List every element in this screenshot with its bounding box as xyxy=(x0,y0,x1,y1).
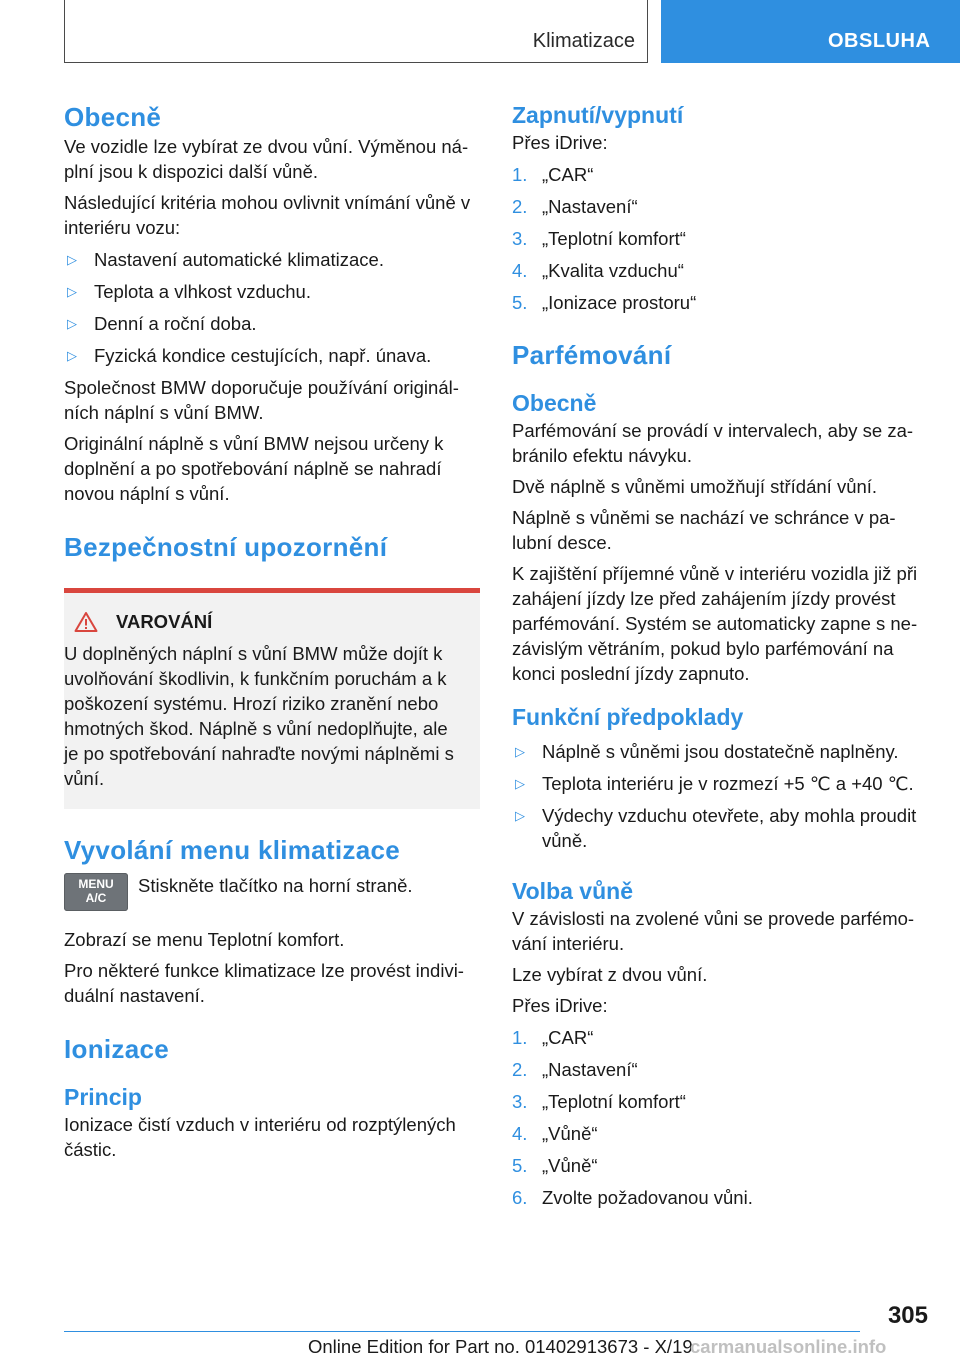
idrive-steps-list-2 xyxy=(512,1025,928,1210)
footer-edition: Online Edition for Part no. 01402913673 - X/19 xyxy=(308,1336,693,1357)
section-tab: OBSLUHA xyxy=(661,0,960,63)
step-item: 3. „Teplotní komfort“ xyxy=(512,228,686,249)
step-item: 5. „Ionizace prostoru“ xyxy=(512,292,697,313)
warning-text: U doplněných náplní s vůní BMW může dojít k uvolňování škodlivin, k funkčním poruchám a k poškození systému. Hrozí riziko zranění nebo hmotných škod. Náplně s vůní nedoplňujte, ale je po spotřebování nahraďte novými náplněmi s vůní. xyxy=(64,643,454,789)
heading-obecne: Obecně xyxy=(64,102,162,132)
paragraph: Originální náplně s vůní BMW nejsou určeny k doplnění a po spotřebování náplně se nahradí novou náplní s vůní. xyxy=(64,433,444,504)
warning-box xyxy=(64,588,480,809)
idrive-steps-list xyxy=(512,162,928,315)
prerequisites-list xyxy=(512,739,928,853)
triangle-bullet-icon: ▷ xyxy=(67,348,77,363)
criteria-list xyxy=(64,247,480,368)
heading-volba: Volba vůně xyxy=(512,878,633,904)
paragraph: Dvě náplně s vůněmi umožňují střídání vůní. xyxy=(512,476,878,497)
heading-bezpecnost: Bezpečnostní upozornění xyxy=(64,532,388,562)
heading-vyvolani: Vyvolání menu klimatizace xyxy=(64,835,401,865)
paragraph: K zajištění příjemné vůně v interiéru vozidla již při zahájení jízdy lze před zahájením jízdy provést parfémování. Systém se automaticky zapne s ne‐ závislým větráním, pokud bylo parfémování na konci poslední jízdy zapnuto. xyxy=(512,563,918,684)
triangle-bullet-icon: ▷ xyxy=(515,808,525,823)
triangle-bullet-icon: ▷ xyxy=(67,252,77,267)
step-item: 3. „Teplotní komfort“ xyxy=(512,1091,686,1112)
heading-parfemovani: Parfémování xyxy=(512,340,672,370)
list-item: ▷ Nastavení automatické klimatizace. xyxy=(67,249,384,270)
step-item: 2. „Nastavení“ xyxy=(512,196,638,217)
paragraph: Parfémování se provádí v intervalech, aby se za‐ bránilo efektu návyku. xyxy=(512,420,914,466)
step-item: 5. „Vůně“ xyxy=(512,1155,598,1176)
list-item: ▷ Teplota interiéru je v rozmezí +5 ℃ a +40 ℃. xyxy=(515,773,914,794)
step-item: 6. Zvolte požadovanou vůni. xyxy=(512,1187,753,1208)
right-column xyxy=(512,100,928,1217)
watermark: carmanualsonline.info xyxy=(690,1336,887,1357)
paragraph: Společnost BMW doporučuje používání originál‐ ních náplní s vůní BMW. xyxy=(64,377,459,423)
header-frame xyxy=(64,0,648,63)
step-item: 1. „CAR“ xyxy=(512,1027,594,1048)
paragraph: Ve vozidle lze vybírat ze dvou vůní. Výměnou ná‐ plní jsou k dispozici další vůně. xyxy=(64,136,469,182)
paragraph: Zobrazí se menu Teplotní komfort. xyxy=(64,929,345,950)
paragraph: Přes iDrive: xyxy=(512,995,608,1016)
paragraph: Náplně s vůněmi se nachází ve schránce v pa‐ lubní desce. xyxy=(512,507,896,553)
warning-triangle-icon xyxy=(74,611,98,633)
menu-instruction-text: Stiskněte tlačítko na horní straně. xyxy=(138,875,413,896)
list-item: ▷ Výdechy vzduchu otevřete, aby mohla proudit vůně. xyxy=(515,805,917,851)
paragraph: Ionizace čistí vzduch v interiéru od rozptýlených částic. xyxy=(64,1114,456,1160)
paragraph: Lze vybírat z dvou vůní. xyxy=(512,964,708,985)
step-item: 4. „Kvalita vzduchu“ xyxy=(512,260,684,281)
heading-predpoklady: Funkční předpoklady xyxy=(512,704,744,730)
menu-ac-button-icon: MENU A/C xyxy=(64,873,128,911)
paragraph: Pro některé funkce klimatizace lze provést indivi‐ duální nastavení. xyxy=(64,960,464,1006)
step-item: 4. „Vůně“ xyxy=(512,1123,598,1144)
footer-divider xyxy=(64,1331,860,1332)
list-item: ▷ Teplota a vlhkost vzduchu. xyxy=(67,281,311,302)
header-title: Klimatizace xyxy=(532,30,635,52)
paragraph: Následující kritéria mohou ovlivnit vnímání vůně v interiéru vozu: xyxy=(64,192,471,238)
heading-zapnuti: Zapnutí/vypnutí xyxy=(512,102,684,128)
heading-obecne-2: Obecně xyxy=(512,390,597,416)
step-item: 2. „Nastavení“ xyxy=(512,1059,638,1080)
left-column xyxy=(64,100,480,1162)
heading-princip: Princip xyxy=(64,1084,142,1110)
triangle-bullet-icon: ▷ xyxy=(515,744,525,759)
triangle-bullet-icon: ▷ xyxy=(515,776,525,791)
paragraph: V závislosti na zvolené vůni se provede parfémo‐ vání interiéru. xyxy=(512,908,915,954)
list-item: ▷ Denní a roční doba. xyxy=(67,313,257,334)
triangle-bullet-icon: ▷ xyxy=(67,284,77,299)
page-number: 305 xyxy=(887,1302,928,1329)
menu-instruction xyxy=(64,873,480,911)
warning-title: VAROVÁNÍ xyxy=(74,611,466,633)
list-item: ▷ Náplně s vůněmi jsou dostatečně naplněny. xyxy=(515,741,899,762)
heading-ionizace: Ionizace xyxy=(64,1034,169,1064)
list-item: ▷ Fyzická kondice cestujících, např. únava. xyxy=(67,345,432,366)
step-item: 1. „CAR“ xyxy=(512,164,594,185)
paragraph: Přes iDrive: xyxy=(512,132,608,153)
triangle-bullet-icon: ▷ xyxy=(67,316,77,331)
